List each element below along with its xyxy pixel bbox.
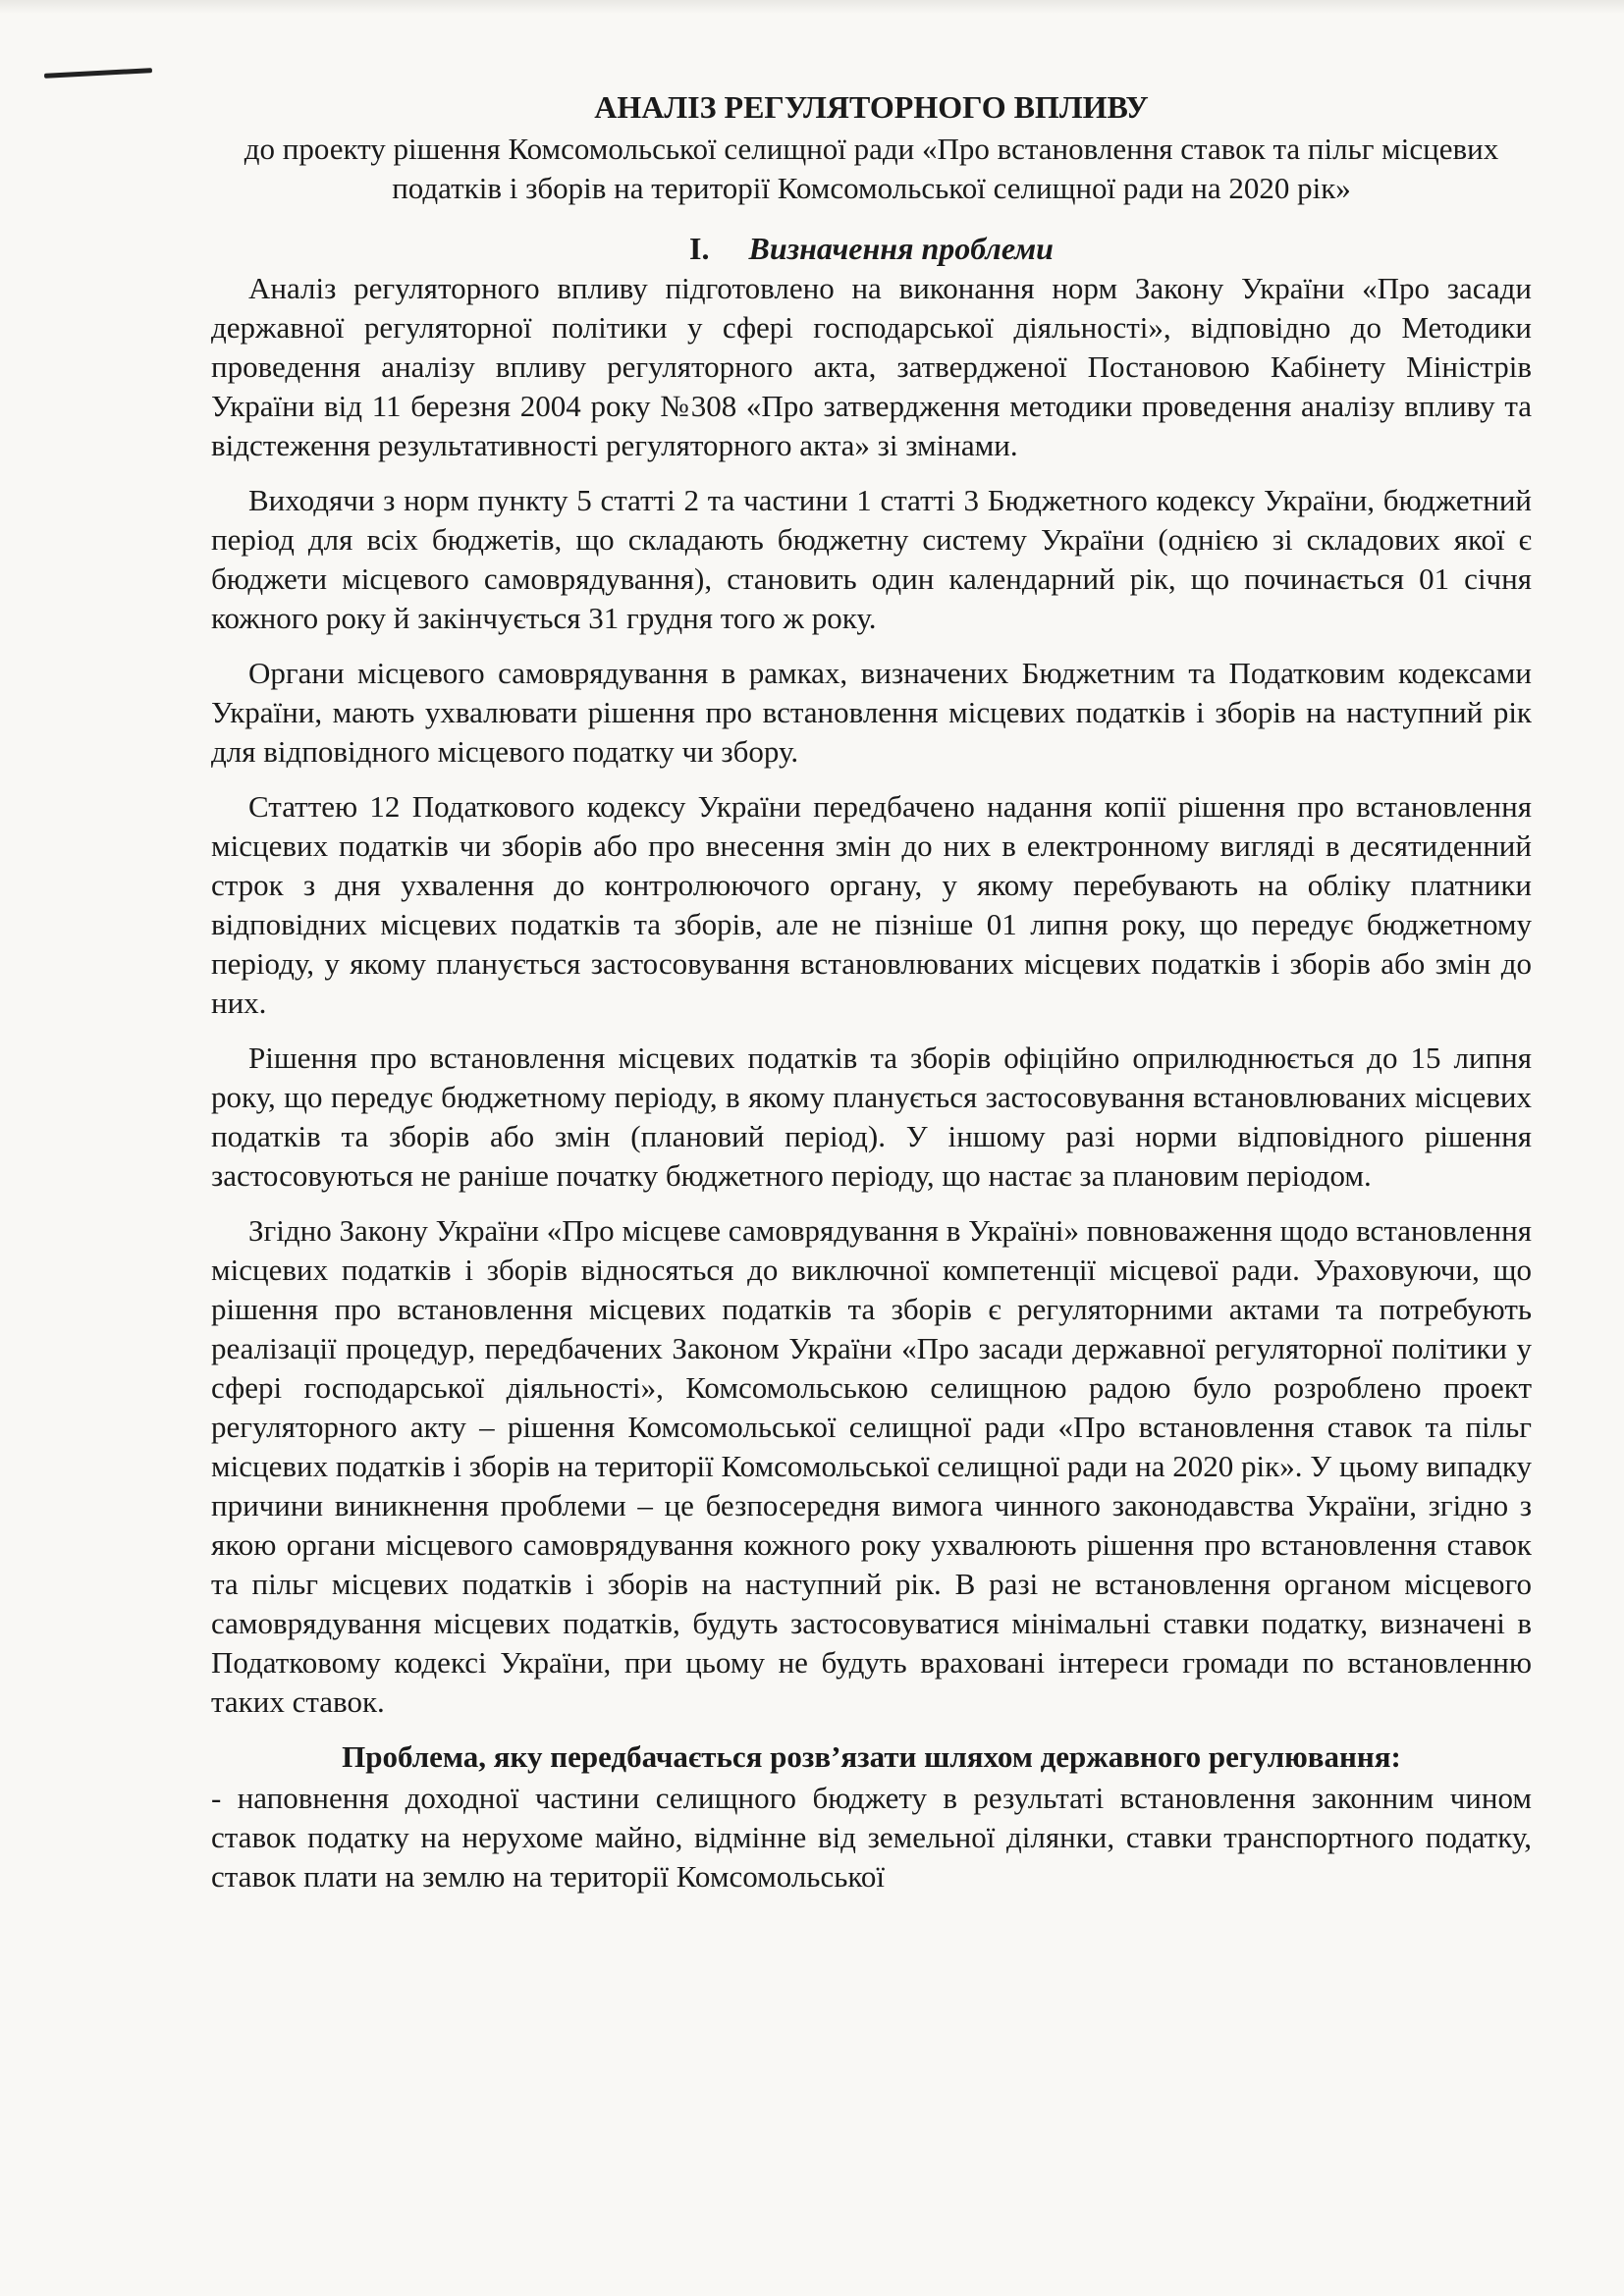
paragraph: Згідно Закону України «Про місцеве самоврядування в Україні» повноваження щодо встановлення місцевих податків і зборів відносяться до виключної компетенції місцевої ради. Ураховуючи, що рішення про встановлення місцевих податків та зборів є регуляторними актами та потребують реалізації процедур, передбачених Законом України «Про засади державної регуляторної політики у сфері господарської діяльності», Комсомольською селищною радою було розроблено проект регуляторного акту – рішення Комсомольської селищної ради «Про встановлення ставок та пільг місцевих податків і зборів на території Комсомольської селищної ради на 2020 рік». У цьому випадку причини виникнення проблеми – це безпосередня вимога чинного законодавства України, згідно з якою органи місцевого самоврядування кожного року ухвалюють рішення про встановлення ставок та пільг місцевих податків і зборів на наступний рік. В разі не встановлення органом місцевого самоврядування місцевих податків, будуть застосовуватися мінімальні ставки податку, визначені в Податковому кодексі України, при цьому не будуть враховані інтереси громади по встановленню таких ставок. <box>211 1213 1532 1719</box>
paragraph: Рішення про встановлення місцевих податків та зборів офіційно оприлюднюється до 15 липня року, що передує бюджетному періоду, в якому планується застосовування встановлюваних місцевих податків та зборів або змін (плановий період). У іншому разі норми відповідного рішення застосовуються не раніше початку бюджетного періоду, що настає за плановим періодом. <box>211 1041 1532 1193</box>
scan-top-edge <box>0 0 1624 14</box>
section-heading <box>211 228 1532 269</box>
section-title: Визначення проблеми <box>748 231 1054 266</box>
pen-mark <box>44 68 152 79</box>
document-body <box>211 86 1532 1912</box>
paragraph: Статтею 12 Податкового кодексу України передбачено надання копії рішення про встановлення місцевих податків чи зборів або про внесення змін до них в електронному вигляді в десятиденний строк з дня ухвалення до контролюючого органу, у якому перебувають на обліку платники відповідних місцевих податків та зборів, але не пізніше 01 липня року, що передує бюджетному періоду, у якому планується застосовування встановлюваних місцевих податків і зборів або змін до них. <box>211 789 1532 1020</box>
problem-text: - наповнення доходної частини селищного бюджету в результаті встановлення законним чином ставок податку на нерухоме майно, відмінне від земельної ділянки, ставки транспортного податку, ставок плати на землю на території Комсомольської <box>211 1781 1532 1894</box>
problem-heading: Проблема, яку передбачається розв’язати шляхом державного регулювання: <box>342 1739 1401 1774</box>
paragraph: Виходячи з норм пункту 5 статті 2 та частини 1 статті 3 Бюджетного кодексу України, бюджетний період для всіх бюджетів, що складають бюджетну систему України (однією зі складових якої є бюджети місцевого самоврядування), становить один календарний рік, що починається 01 січня кожного року й закінчується 31 грудня того ж року. <box>211 483 1532 635</box>
document-subtitle: до проекту рішення Комсомольської селищної ради «Про встановлення ставок та пільг місцевих податків і зборів на території Комсомольської селищної ради на 2020 рік» <box>244 132 1499 205</box>
paragraph: Органи місцевого самоврядування в рамках, визначених Бюджетним та Податковим кодексами України, мають ухвалювати рішення про встановлення місцевих податків і зборів на наступний рік для відповідного місцевого податку чи збору. <box>211 656 1532 769</box>
section-number: I. <box>689 231 710 266</box>
paragraph: Аналіз регуляторного впливу підготовлено на виконання норм Закону України «Про засади державної регуляторної політики у сфері господарської діяльності», відповідно до Методики проведення аналізу впливу регуляторного акта, затвердженої Постановою Кабінету Міністрів України від 11 березня 2004 року №308 «Про затвердження методики проведення аналізу впливу та відстеження результативності регуляторного акта» зі змінами. <box>211 271 1532 462</box>
document-title: АНАЛІЗ РЕГУЛЯТОРНОГО ВПЛИВУ <box>594 89 1149 125</box>
